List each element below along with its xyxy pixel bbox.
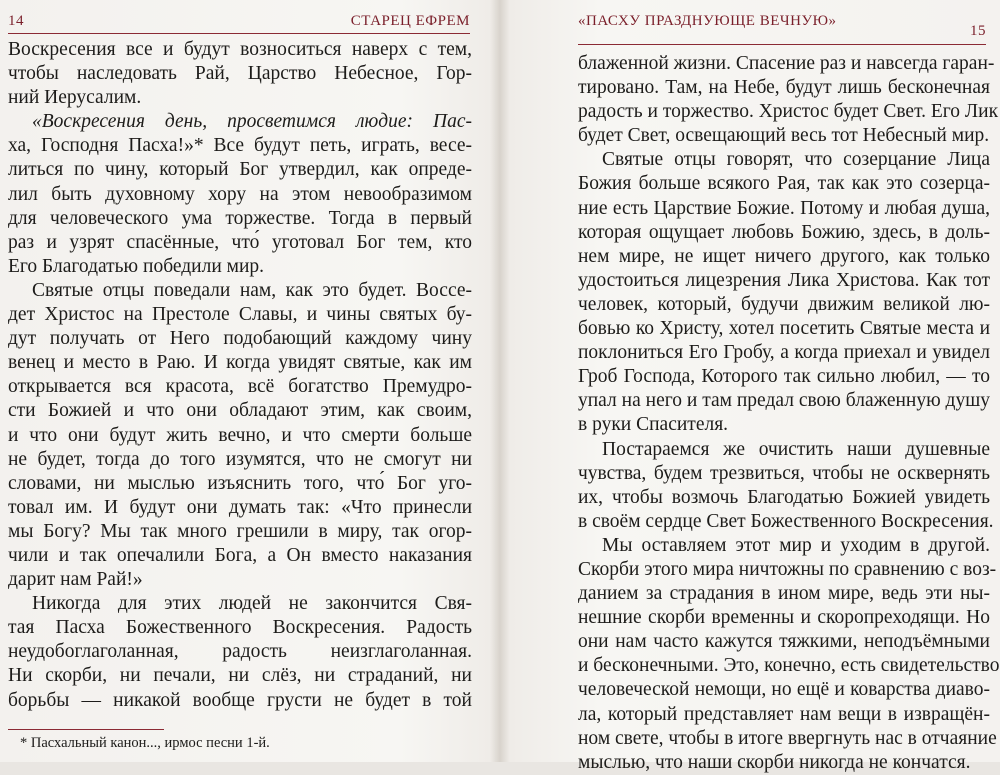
text-line: тая Пасха Божественного Воскресения. Радость <box>8 617 472 639</box>
text-line: в своём сердце Свет Божественного Воскресения. <box>578 510 994 532</box>
text-line: их, чтобы возмочь Благодатью Божией увидеть <box>578 486 990 508</box>
text-line: дет Христос на Престоле Славы, и чины святых бу- <box>8 304 472 326</box>
text-line: поклониться Его Гробу, а когда приехал и увидел <box>578 342 990 364</box>
text-line: ха, Господня Пасха!»* Все будут петь, играть, весе- <box>8 135 472 157</box>
text-line: неудобоглаголанная, радость неизглаголанная. <box>8 641 472 663</box>
text-line: в руки Спасителя. <box>578 414 729 436</box>
text-line: удостоиться лицезрения Лика Христова. Как тот <box>578 269 990 291</box>
right-body-text <box>578 52 1000 775</box>
text-line: ние есть Царствие Божие. Потому и любая душа, <box>578 197 990 219</box>
text-line: человеческой немощи, но ещё и коварства диаво- <box>578 679 990 701</box>
text-line: чувства, будем трезвиться, чтобы не осквернять <box>578 462 990 484</box>
text-line: чтобы наследовать Рай, Царство Небесное, Гор- <box>8 63 472 85</box>
text-line: человек, который, будучи движим великой лю- <box>578 293 990 315</box>
text-line: сти Божией и что они обладают этим, как своим, <box>8 400 472 422</box>
right-running-head <box>578 6 986 39</box>
text-line: Скорби этого мира ничтожны по сравнению с воз- <box>578 558 997 580</box>
text-line: раз и узрят спасённые, что́ уготовал Бог тем, кто <box>8 231 472 253</box>
text-line: Гроб Господа, Которого так сильно любил, — то <box>578 366 990 388</box>
text-line: Никогда для этих людей не закончится Свя- <box>32 593 472 615</box>
text-line: дут получать от Него подобающий каждому чину <box>8 328 472 350</box>
text-line: Его Благодатью победили мир. <box>8 255 265 277</box>
text-line: нем мире, не ищет ничего другого, как только <box>578 245 990 267</box>
text-line: ном свете, чтобы в итоге ввергнуть нас в отчаяние <box>578 727 997 749</box>
text-line: и что они будут жить вечно, и что смерти больше <box>8 424 472 446</box>
text-line: словами, ни мыслью изъяснить того, что́ Бог уго- <box>8 472 472 494</box>
left-body-text <box>8 38 472 713</box>
text-line: блаженной жизни. Спасение раз и навсегда гаран- <box>578 53 995 74</box>
text-line: чили и так опечалили Бога, а Он вместо наказания <box>8 544 472 566</box>
text-line: нешние скорби временны и скоропреходящи. Но <box>578 607 990 629</box>
left-page <box>0 0 500 762</box>
text-line: Святые отцы поведали нам, как это будет. Воссе- <box>32 279 472 301</box>
text-line: тировано. Там, на Небе, будут лишь бесконечная <box>578 77 990 99</box>
text-line: радость и торжество. Христос будет Свет. Его Лик <box>578 101 999 123</box>
text-line: дарит нам Рай!» <box>8 569 143 591</box>
text-line: Ни скорби, ни печали, ни слёз, ни страданий, ни <box>8 665 472 687</box>
text-line: мы Богу? Мы так много грешили в миру, так огор- <box>8 520 472 542</box>
text-line: будет Свет, освещающий весь тот Небесный мир. <box>578 125 990 147</box>
left-running-head <box>8 6 470 30</box>
text-line: мыслью, что наши скорби никогда не кончатся. <box>578 751 971 773</box>
text-line: которая ощущает любовь Божию, здесь, в доль- <box>578 221 990 243</box>
text-line: лил быть духовному хору на этом невообразимом <box>8 183 472 205</box>
text-line: открывается вся красота, всё богатство Премудро- <box>8 376 472 398</box>
text-line: Божия больше всякого Рая, так как это созерца- <box>578 173 990 195</box>
right-page-number: 15 <box>970 23 986 39</box>
text-line: Постараемся же очистить наши душевные <box>602 438 990 460</box>
text-line: литься по чину, который Бог утвердил, как опреде- <box>8 159 472 181</box>
text-line: и бесконечными. Это, конечно, есть свидетельство <box>578 655 1000 677</box>
text-line: товал им. И будут они думать так: «Что принесли <box>8 496 472 518</box>
left-page-number: 14 <box>8 13 24 29</box>
text-line: бовью ко Христу, хотел посетить Святые места и <box>578 318 990 340</box>
text-line: венец и место в Раю. И когда увидят святые, как им <box>8 352 472 374</box>
text-line: Воскресения все и будут возноситься наверх с тем, <box>8 39 472 60</box>
text-line: данием за страдания в ином мире, ведь эти ны- <box>578 583 990 605</box>
right-header-rule <box>578 44 986 45</box>
text-line: Святые отцы говорят, что созерцание Лица <box>602 149 990 171</box>
footnote-rule <box>8 729 164 730</box>
footnote: * Пасхальный канон..., ирмос песни 1-й. <box>20 735 270 751</box>
text-line-italic <box>8 110 472 134</box>
text-line: ла, который представляет нам вещи в извращён- <box>578 703 990 725</box>
text-line: упал на него и там предал свою блаженную душу <box>578 390 990 412</box>
text-line: для человеческого ума торжестве. Тогда в первый <box>8 207 472 229</box>
text-line: не будет, тогда до того изумятся, что не смогут ни <box>8 448 472 470</box>
italic-text: «Воскресения день, просветимся людие: Пас- <box>32 111 472 133</box>
left-running-title: СТАРЕЦ ЕФРЕМ <box>350 13 470 29</box>
text-line: борьбы — никакой вообще грусти не будет в той <box>8 689 472 711</box>
left-header-rule <box>8 33 470 34</box>
text-line: ний Иерусалим. <box>8 87 142 109</box>
right-page <box>500 0 1000 773</box>
text-line: Мы оставляем этот мир и уходим в другой. <box>602 534 990 556</box>
right-running-title: «ПАСХУ ПРАЗДНУЮЩЕ ВЕЧНУЮ» <box>578 13 837 29</box>
text-line: они нам часто кажутся тяжкими, неподъёмными <box>578 631 990 653</box>
